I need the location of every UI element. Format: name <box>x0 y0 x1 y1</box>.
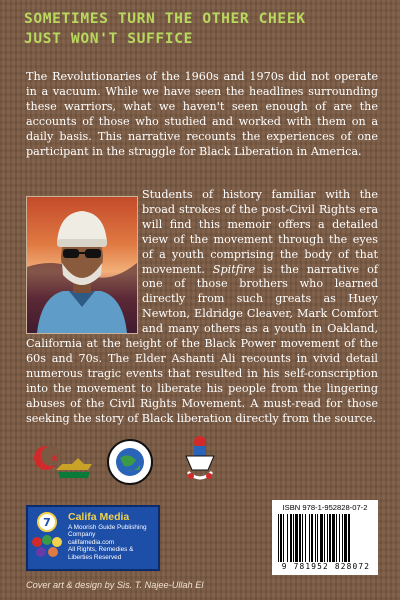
barcode-bar <box>302 514 303 562</box>
publisher-details <box>68 524 156 561</box>
barcode-bar <box>311 514 313 562</box>
barcode-digits: 9 781952 828072 <box>281 562 371 571</box>
barcode-bar <box>329 514 331 562</box>
barcode-bar <box>336 514 337 562</box>
barcode-bar <box>278 514 279 562</box>
publisher-logo <box>26 505 160 571</box>
barcode-bar <box>339 514 340 562</box>
publisher-website: califamedia.com <box>68 538 115 546</box>
publisher-tagline: A Moorish Guide Publishing Company <box>68 524 147 539</box>
emblem-logos <box>28 430 228 500</box>
barcode-bar <box>309 514 310 562</box>
barcode-bar <box>280 514 282 562</box>
publisher-rights: All Rights, Remedies & Liberties Reserved <box>68 546 134 561</box>
barcode-bar <box>293 514 294 562</box>
barcode-bar <box>290 514 292 562</box>
barcode-bar <box>320 514 323 562</box>
isbn-barcode <box>272 500 378 575</box>
headline-line-1: SOMETIMES TURN THE OTHER CHEEK <box>24 10 306 27</box>
barcode-bar <box>299 514 301 562</box>
barcode-bar <box>342 514 343 562</box>
barcode-bar <box>324 514 325 562</box>
isbn-label: ISBN 978-1-952828-07-2 <box>282 503 368 512</box>
cover-credit: Cover art & design by Sis. T. Najee-Ullah El <box>26 580 204 590</box>
moorish-flag-icon <box>186 436 214 479</box>
barcode-bar <box>348 514 350 562</box>
intro-paragraph: The Revolutionaries of the 1960s and 1970s did not operate in a vacuum. While we have seen the headlines surrounding these warriors, what we haven't seen enough of are the accounts of those who studied and worked with them on a daily basis. This narrative recounts the experiences of one participant in the struggle for Black Liberation in America. <box>26 70 378 158</box>
barcode-bar <box>327 514 328 562</box>
globe-seal-icon <box>108 440 152 484</box>
svg-text:7: 7 <box>43 516 51 529</box>
publisher-emblem-icon <box>29 508 67 568</box>
barcode-bar <box>317 514 318 562</box>
crescent-star-icon <box>34 446 92 478</box>
barcode-bar <box>305 514 306 562</box>
author-photo <box>26 196 138 334</box>
barcode-bar <box>295 514 298 562</box>
barcode-bar <box>315 514 316 562</box>
barcode-bar <box>283 514 284 562</box>
publisher-name: Califa Media <box>68 511 130 523</box>
description-text-end: is the narrative of one of those brothers who learned directly from such greats as Huey Newton, Eldridge Cleaver, Mark Comfort and many others as a youth in Oakland, California at the height of the Black Power movement of the 60s and 70s. The Elder Ashanti Ali recounts in vivid detail numerous tragic events that resulted in his self-conscription into the movement to liberate his people from the lingering abuses of the Civil Rights Movement. A must-read for those seeking the story of Black liberation directly from the source. <box>26 262 379 425</box>
book-title: Spitfire <box>212 262 256 276</box>
barcode-bars <box>276 514 374 562</box>
headline-line-2: JUST WON'T SUFFICE <box>24 30 193 47</box>
barcode-bar <box>332 514 335 562</box>
barcode-bar <box>344 514 347 562</box>
description-text-start: Students of history familiar with the broad strokes of the post-Civil Rights era will find this memoir offers a detailed view of the movement through the eyes of a youth comprising the body of that movement. <box>142 188 378 276</box>
headline <box>24 9 394 49</box>
barcode-bar <box>287 514 288 562</box>
